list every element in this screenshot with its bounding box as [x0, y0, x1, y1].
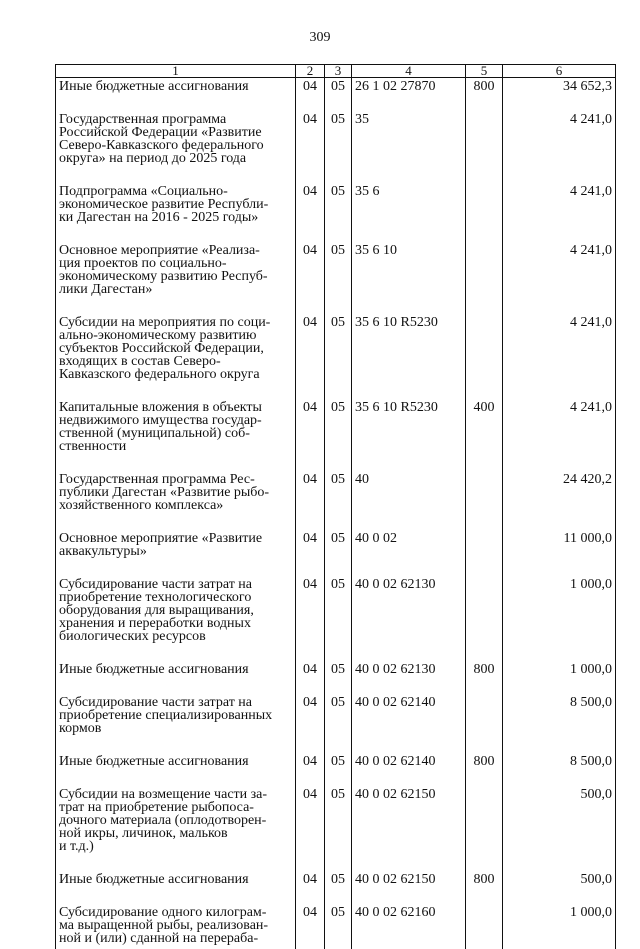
amount-cell: 1 000,0 — [503, 576, 616, 661]
section-code-cell: 04 — [296, 242, 325, 314]
row-name-cell: Иные бюджетные ассигнования — [56, 871, 296, 904]
amount-cell: 1 000,0 — [503, 904, 616, 949]
table-row — [56, 786, 616, 871]
section-code-cell: 04 — [296, 661, 325, 694]
expense-type-cell — [466, 694, 503, 753]
subsection-code-cell: 05 — [325, 694, 352, 753]
subsection-code-cell: 05 — [325, 661, 352, 694]
section-code-cell: 04 — [296, 871, 325, 904]
column-header: 2 — [296, 65, 325, 78]
subsection-code-cell: 05 — [325, 904, 352, 949]
section-code-cell: 04 — [296, 576, 325, 661]
target-article-cell: 40 — [352, 471, 466, 530]
target-article-cell: 35 6 10 — [352, 242, 466, 314]
section-code-cell: 04 — [296, 786, 325, 871]
expense-type-cell: 400 — [466, 399, 503, 471]
amount-cell: 1 000,0 — [503, 661, 616, 694]
row-name-cell: Иные бюджетные ассигнования — [56, 661, 296, 694]
row-name-cell: Основное мероприятие «Развитие аквакультуры» — [56, 530, 296, 576]
table-row — [56, 111, 616, 183]
table-row — [56, 576, 616, 661]
amount-cell: 4 241,0 — [503, 242, 616, 314]
target-article-cell: 40 0 02 62160 — [352, 904, 466, 949]
expense-type-cell: 800 — [466, 78, 503, 112]
subsection-code-cell: 05 — [325, 314, 352, 399]
expense-type-cell — [466, 471, 503, 530]
table-row — [56, 183, 616, 242]
subsection-code-cell: 05 — [325, 786, 352, 871]
table-row — [56, 471, 616, 530]
section-code-cell: 04 — [296, 471, 325, 530]
target-article-cell: 35 6 10 R5230 — [352, 314, 466, 399]
row-name-cell: Иные бюджетные ассигнования — [56, 78, 296, 112]
subsection-code-cell: 05 — [325, 576, 352, 661]
target-article-cell: 40 0 02 62140 — [352, 753, 466, 786]
row-name-cell: Государственная программа Рес- публики Дагестан «Развитие рыбо- хозяйственного комплекса» — [56, 471, 296, 530]
amount-cell: 4 241,0 — [503, 183, 616, 242]
table-row — [56, 242, 616, 314]
amount-cell: 8 500,0 — [503, 753, 616, 786]
subsection-code-cell: 05 — [325, 111, 352, 183]
subsection-code-cell: 05 — [325, 753, 352, 786]
subsection-code-cell: 05 — [325, 78, 352, 112]
table-row — [56, 399, 616, 471]
column-header: 5 — [466, 65, 503, 78]
row-name-cell: Основное мероприятие «Реализа- ция проектов по социально- экономическому развитию Респуб- лики Дагестан» — [56, 242, 296, 314]
section-code-cell: 04 — [296, 530, 325, 576]
amount-cell: 24 420,2 — [503, 471, 616, 530]
expense-type-cell: 800 — [466, 753, 503, 786]
row-name-cell: Субсидирование части затрат на приобретение специализированных кормов — [56, 694, 296, 753]
target-article-cell: 35 — [352, 111, 466, 183]
target-article-cell: 40 0 02 62130 — [352, 661, 466, 694]
amount-cell: 4 241,0 — [503, 399, 616, 471]
row-name-cell: Государственная программа Российской Федерации «Развитие Северо-Кавказского федерального округа» на период до 2025 года — [56, 111, 296, 183]
amount-cell: 500,0 — [503, 871, 616, 904]
amount-cell: 500,0 — [503, 786, 616, 871]
target-article-cell: 40 0 02 62150 — [352, 871, 466, 904]
section-code-cell: 04 — [296, 183, 325, 242]
table-row — [56, 661, 616, 694]
amount-cell: 11 000,0 — [503, 530, 616, 576]
expense-type-cell — [466, 786, 503, 871]
expense-type-cell — [466, 242, 503, 314]
target-article-cell: 35 6 — [352, 183, 466, 242]
row-name-cell: Подпрограмма «Социально- экономическое развитие Республи- ки Дагестан на 2016 - 2025 годы» — [56, 183, 296, 242]
amount-cell: 8 500,0 — [503, 694, 616, 753]
expense-type-cell — [466, 576, 503, 661]
section-code-cell: 04 — [296, 111, 325, 183]
section-code-cell: 04 — [296, 694, 325, 753]
subsection-code-cell: 05 — [325, 530, 352, 576]
subsection-code-cell: 05 — [325, 471, 352, 530]
target-article-cell: 40 0 02 62140 — [352, 694, 466, 753]
expense-type-cell: 800 — [466, 871, 503, 904]
row-name-cell: Субсидирование части затрат на приобретение технологического оборудования для выращивания, хранения и переработки водных биологических ресурсов — [56, 576, 296, 661]
target-article-cell: 40 0 02 62150 — [352, 786, 466, 871]
table-row — [56, 694, 616, 753]
section-code-cell: 04 — [296, 753, 325, 786]
table-row — [56, 530, 616, 576]
row-name-cell: Капитальные вложения в объекты недвижимого имущества государ- ственной (муниципальной) соб- ственности — [56, 399, 296, 471]
expense-type-cell — [466, 183, 503, 242]
section-code-cell: 04 — [296, 314, 325, 399]
column-header: 1 — [56, 65, 296, 78]
column-header: 3 — [325, 65, 352, 78]
page-number: 309 — [309, 30, 331, 45]
expense-type-cell: 800 — [466, 661, 503, 694]
subsection-code-cell: 05 — [325, 183, 352, 242]
section-code-cell: 04 — [296, 904, 325, 949]
amount-cell: 34 652,3 — [503, 78, 616, 112]
table-row — [56, 871, 616, 904]
table-header-row — [56, 65, 616, 78]
subsection-code-cell: 05 — [325, 871, 352, 904]
subsection-code-cell: 05 — [325, 399, 352, 471]
table-row — [56, 78, 616, 112]
section-code-cell: 04 — [296, 399, 325, 471]
budget-table — [55, 64, 616, 949]
target-article-cell: 26 1 02 27870 — [352, 78, 466, 112]
expense-type-cell — [466, 111, 503, 183]
table-row — [56, 753, 616, 786]
expense-type-cell — [466, 530, 503, 576]
row-name-cell: Субсидии на мероприятия по соци- ально-экономическому развитию субъектов Российской Федерации, входящих в состав Северо- Кавказского федерального округа — [56, 314, 296, 399]
amount-cell: 4 241,0 — [503, 314, 616, 399]
table-row — [56, 314, 616, 399]
target-article-cell: 40 0 02 — [352, 530, 466, 576]
column-header: 4 — [352, 65, 466, 78]
column-header: 6 — [503, 65, 616, 78]
expense-type-cell — [466, 904, 503, 949]
table-row — [56, 904, 616, 949]
subsection-code-cell: 05 — [325, 242, 352, 314]
target-article-cell: 35 6 10 R5230 — [352, 399, 466, 471]
row-name-cell: Субсидии на возмещение части за- трат на приобретение рыбопоса- дочного материала (оплодотворен- ной икры, личинок, мальков и т.д.) — [56, 786, 296, 871]
target-article-cell: 40 0 02 62130 — [352, 576, 466, 661]
section-code-cell: 04 — [296, 78, 325, 112]
expense-type-cell — [466, 314, 503, 399]
row-name-cell: Субсидирование одного килограм- ма выращенной рыбы, реализован- ной и (или) сданной на перераба- — [56, 904, 296, 949]
row-name-cell: Иные бюджетные ассигнования — [56, 753, 296, 786]
amount-cell: 4 241,0 — [503, 111, 616, 183]
